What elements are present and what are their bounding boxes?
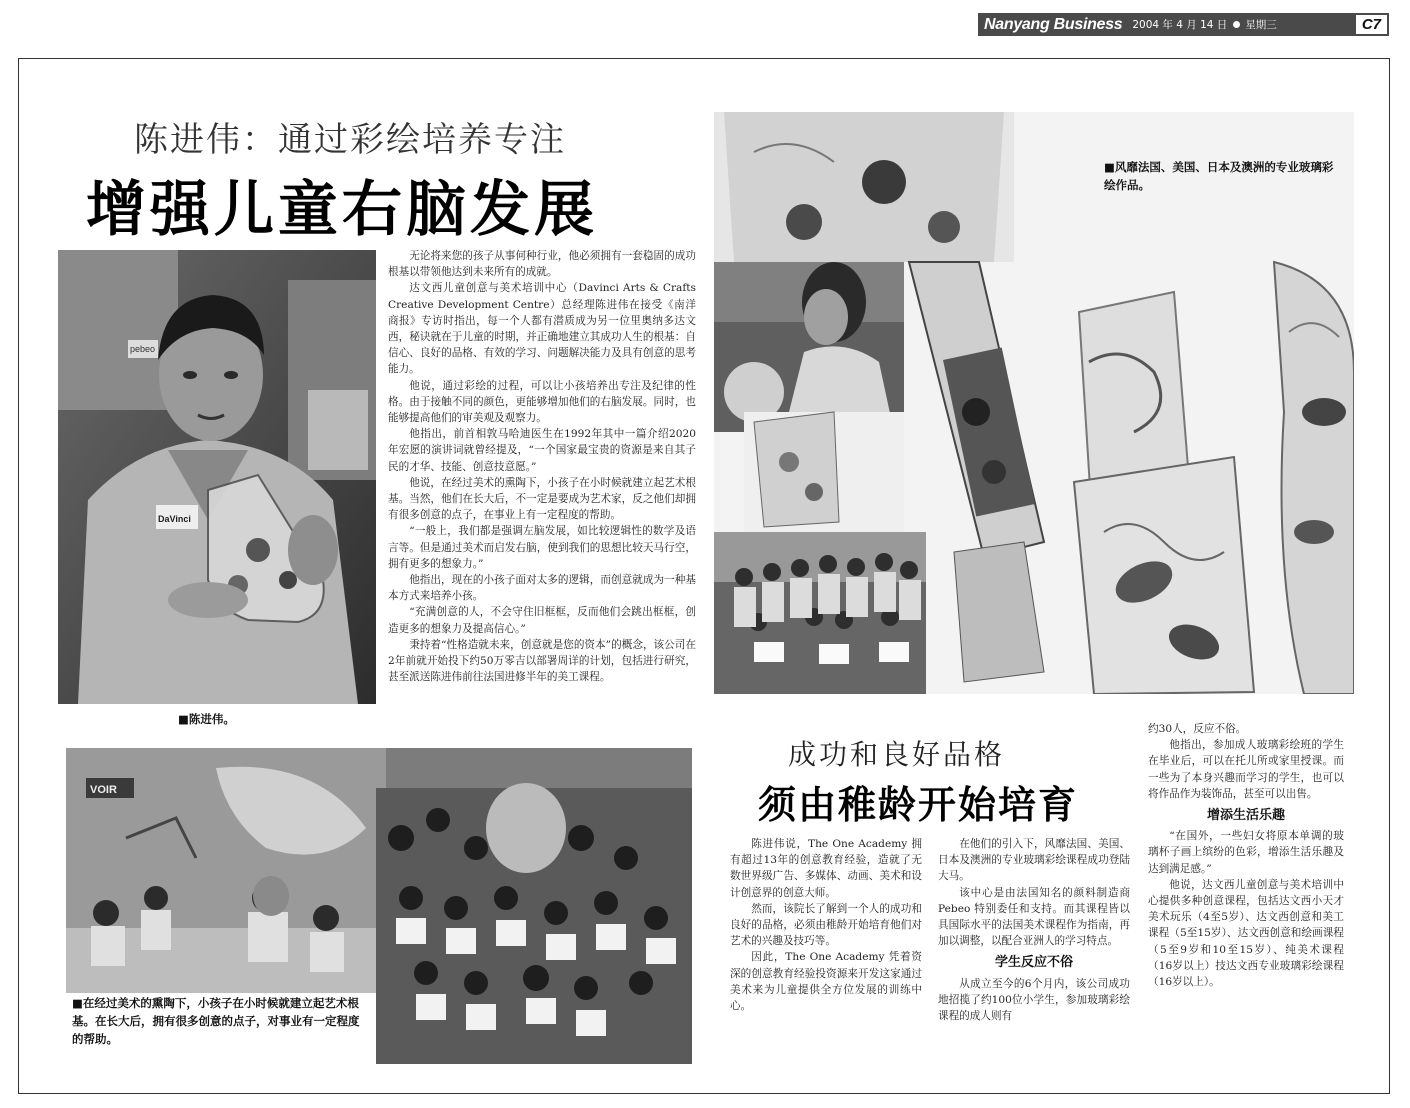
publication-name: Nanyang Business bbox=[984, 15, 1123, 33]
article-paragraph: 该中心是由法国知名的颜料制造商 Pebeo 特别委任和支持。而其课程皆以具国际水平的法国美术课程作为指南，再加以调整，以配合亚洲人的学习特点。 bbox=[938, 886, 1130, 948]
article-paragraph: 因此，The One Academy 凭着资深的创意教育经验投资源来开发这家通过美术来为儿童提供全方位发展的训练中心。 bbox=[730, 951, 922, 1013]
main-paragraph: “一般上，我们都是强调左脑发展，如比较逻辑性的数学及语言等。但是通过美术而启发右脑，使到我们的思想比较天马行空，拥有更多的想象力。” bbox=[388, 525, 696, 570]
main-paragraph: 他说，通过彩绘的过程，可以让小孩培养出专注及纪律的性格。由于接触不同的颜色，更能够增加他们的右脑发展。同时，也能够提高他们的审美观及观察力。 bbox=[388, 379, 696, 425]
main-paragraph: 他指出，前首相敦马哈迪医生在1992年其中一篇介绍2020年宏愿的演讲词就曾经提及，“一个国家最宝贵的资源是来自其子民的才华、技能、创意技意愿。” bbox=[388, 428, 696, 473]
main-paragraph: 无论将来您的孩子从事何种行业，他必须拥有一套稳固的成功根基以带领他达到未来所有的成就。 bbox=[388, 250, 696, 279]
page-number: C7 bbox=[1356, 15, 1387, 34]
subheading-life-fun: 增添生活乐趣 bbox=[1206, 808, 1285, 824]
main-paragraph: 秉持着“性格造就未来，创意就是您的资本”的概念，该公司在2年前就开始投下约50万零吉以部署周详的计划，包括进行研究，甚至派送陈进伟前往法国进修半年的美工课程。 bbox=[388, 638, 696, 684]
secondary-article-column-1 bbox=[730, 836, 922, 1014]
subheadline-line-1: 成功和良好品格 bbox=[788, 738, 1006, 771]
headline-line-2: 增强儿童右脑发展 bbox=[86, 175, 598, 245]
article-paragraph: 约30人，反应不俗。 bbox=[1148, 723, 1247, 735]
article-paragraph: 在他们的引入下，风靡法国、美国、日本及澳洲的专业玻璃彩绘课程成功登陆大马。 bbox=[938, 838, 1130, 883]
main-paragraph: 他说，在经过美术的熏陶下，小孩子在小时候就建立起艺术根基。当然，他们在长大后，不一定是要成为艺术家，反之他们却拥有很多创意的点子，在事业上有一定程度的帮助。 bbox=[388, 476, 696, 522]
article-paragraph: 从成立至今的6个月内，该公司成功地招揽了约100位小学生，参加玻璃彩绘课程的成人则有 bbox=[938, 977, 1130, 1023]
article-paragraph: 他说，达文西儿童创意与美术培训中心提供多种创意课程，包括达文西小天才美术玩乐（4至5岁）、达文西创意和美工课程（5至15岁）、达文西创意和绘画课程（5至9岁和10至15岁）、纯美术课程（16岁以上）技达文西专业玻璃彩绘课程（16岁以上）。 bbox=[1148, 878, 1344, 989]
article-paragraph: “在国外，一些妇女将原本单调的玻璃杯子画上缤纷的色彩，增添生活乐趣及达到满足感。” bbox=[1148, 830, 1344, 875]
shirt-logo-text: DaVinci bbox=[158, 514, 191, 524]
secondary-article-column-3 bbox=[1148, 721, 1344, 990]
article-paragraph: 他指出，参加成人玻璃彩绘班的学生在毕业后，可以在托儿所或家里授课。而一些为了本身兴趣而学习的学生，也可以将作品作为装饰品，甚至可以出售。 bbox=[1148, 739, 1344, 800]
headline-line-1: 陈进伟：通过彩绘培养专注 bbox=[134, 120, 566, 160]
subheading-student-response: 学生反应不俗 bbox=[994, 955, 1073, 971]
publication-date: 2004 年 4 月 14 日 bbox=[1132, 19, 1228, 31]
publication-weekday: 星期三 bbox=[1245, 19, 1277, 31]
portrait-caption: ■陈进伟。 bbox=[178, 712, 235, 726]
masthead-bar bbox=[978, 13, 1389, 36]
children-caption: ■在经过美术的熏陶下，小孩子在小时候就建立起艺术根基。在长大后，拥有很多创意的点子，对事业有一定程度的帮助。 bbox=[72, 996, 360, 1046]
portrait-photo bbox=[58, 250, 376, 704]
main-paragraph: 他指出，现在的小孩子面对太多的逻辑，而创意就成为一种基本方式来培养小孩。 bbox=[388, 574, 696, 603]
article-paragraph: 陈进伟说，The One Academy 拥有超过13年的创意教育经验，造就了无数世界级广告、多媒体、动画、美术和设计创意界的创意大师。 bbox=[730, 838, 922, 899]
secondary-article-column-2 bbox=[938, 836, 1130, 1024]
separator-dot bbox=[1233, 21, 1240, 28]
main-paragraph: “充满创意的人，不会守住旧框框，反而他们会跳出框框，创造更多的想象力及提高信心。” bbox=[388, 606, 696, 635]
glassware-photo-collage bbox=[714, 112, 1354, 694]
main-paragraph: 达文西儿童创意与美术培训中心（Davinci Arts & Crafts Creative Development Centre）总经理陈进伟在接受《南洋商报》专访时指出，每一个人都有潜质成为另一位里奥纳多达文西，秘诀就在于儿童的时期，并正确地建立其成功人生的根基：自信心、良好的品格、有效的学习、问题解决能力及具有创意的思考能力。 bbox=[388, 282, 696, 376]
glassware-caption: ■风靡法国、美国、日本及澳洲的专业玻璃彩绘作品。 bbox=[1104, 160, 1334, 192]
article-paragraph: 然而，该院长了解到一个人的成功和良好的品格，必须由稚龄开始培育他们对艺术的兴趣及技巧等。 bbox=[730, 902, 922, 948]
voir-sign-text: VOIR bbox=[90, 784, 117, 796]
subheadline-line-2: 须由稚龄开始培育 bbox=[758, 783, 1079, 827]
pebeo-sign-text: pebeo bbox=[130, 344, 156, 354]
main-article-body bbox=[388, 248, 696, 685]
